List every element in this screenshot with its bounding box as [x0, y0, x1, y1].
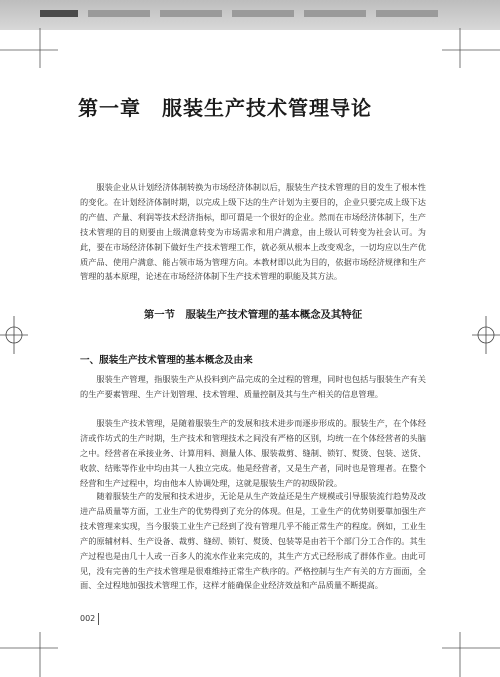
header-gray-bar [376, 10, 438, 17]
header-dark-tab [40, 10, 78, 17]
header-gray-bar [304, 10, 366, 17]
paragraph-definition: 服装生产管理，指服装生产从投料到产品完成的全过程的管理，同时也包括与服装生产有关的生产要素管理、生产计划管理、技术管理、质量控制及其与生产相关的信息管理。 [80, 374, 426, 399]
chapter-title: 第一章 服装生产技术管理导论 [78, 96, 372, 120]
page-number-divider [98, 613, 99, 625]
subsection-title: 一、服装生产技术管理的基本概念及由来 [80, 355, 253, 366]
registration-mark-right [470, 312, 500, 358]
paragraph-history: 服装生产技术管理，是随着服装生产的发展和技术进步而逐步形成的。服装生产，在个体经济或作坊式的生产时期，生产技术和管理技术之间没有严格的区别，均统一在个体经营者的头脑之中。经营者在承接业务、计算用料、测量人体、服装裁剪、缝制、锁钉、熨烫、包装、送货、收款、结账等作业中均由其一人独立完成。他是经营者，又是生产者，同时也是管理者。在整个经营和生产过程中，均由他本人协调处理，这就是服装生产的初级阶段。 [80, 418, 426, 488]
header-gray-bar [88, 10, 150, 17]
intro-paragraph: 服装企业从计划经济体制转换为市场经济体制以后，服装生产技术管理的目的发生了根本性的变化。在计划经济体制时期，以完成上级下达的生产计划为主要目的，企业只要完成上级下达的产值、产量、利润等技术经济指标，即可谓是一个很好的企业。然而在市场经济体制下，生产技术管理的目的则要由上级满意转变为市场需求和用户满意，由上级认可转变为社会认可。为此，要在市场经济体制下做好生产技术管理工作，就必须从根本上改变观念，一切均应以生产优质产品、使用户满意、能占领市场为管理方向。本教材即以此为目的，依据市场经济规律和生产管理的基本原理，论述在市场经济体制下生产技术管理的职能及其方法。 [80, 182, 426, 282]
header-gray-bar [160, 10, 222, 17]
header-gray-bar [232, 10, 294, 17]
crop-mark-bottom-left [0, 632, 60, 677]
crop-mark-top-left [0, 28, 60, 68]
registration-mark-left [0, 312, 30, 358]
crop-mark-bottom-right [440, 632, 500, 677]
paragraph-industrial: 随着服装生产的发展和技术进步，无论是从生产效益还是生产规模或引导服装流行趋势及改进产品质量等方面，工业生产的优势得到了充分的体现。但是，工业生产的优势则要靠加强生产技术管理来实现，当今服装工业生产已经到了没有管理几乎不能正常生产的程度。例如，工业生产的原辅材料、生产设备、裁剪、缝纫、锁钉、熨烫、包装等是由若干个部门分工合作的。其生产过程也是由几十人或一百多人的流水作业来完成的，其生产方式已经形成了群体作业。由此可见，没有完善的生产技术管理是很难维持正常生产秩序的。严格控制与生产有关的方方面面，全面、全过程地加强技术管理工作，这样才能确保企业经济效益和产品质量不断提高。 [80, 491, 426, 591]
crop-mark-top-right [440, 28, 500, 68]
page-number: 002 [80, 614, 96, 623]
section-title: 第一节 服装生产技术管理的基本概念及其特征 [143, 309, 363, 321]
